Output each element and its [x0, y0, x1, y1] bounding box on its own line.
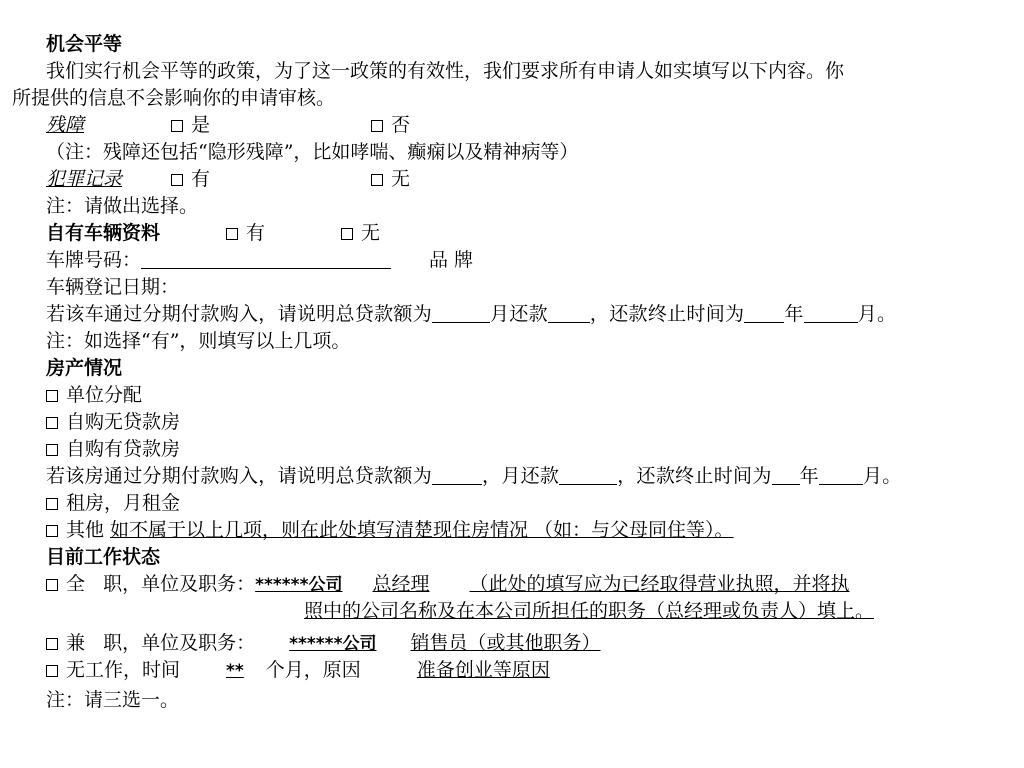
housing-option-1: [46, 382, 142, 409]
work-part-checkbox[interactable]: [46, 638, 58, 650]
work-full-time-row: [46, 571, 850, 599]
work-full-hint-1: （此处的填写应为已经取得营业执照，并将执: [469, 573, 850, 595]
housing-loan-text-a: 若该房通过分期付款购入，请说明总贷款额为: [46, 465, 433, 487]
work-part-title: 销售员（或其他职务）: [410, 632, 601, 654]
vehicle-loan-text-b: 月还款: [490, 303, 548, 325]
criminal-no-checkbox[interactable]: [371, 174, 383, 186]
housing-loan-text-b: ，月还款: [482, 465, 560, 487]
vehicle-label: 自有车辆资料: [46, 222, 161, 244]
work-none-reason: 准备创业等原因: [416, 659, 550, 681]
criminal-no-label: 无: [391, 168, 411, 190]
work-part-company: ******公司: [289, 634, 377, 654]
housing-loan-text-c: ，还款终止时间为: [617, 465, 772, 487]
housing-opt1-label: 单位分配: [66, 384, 143, 406]
work-note: 注：请三选一。: [46, 689, 180, 711]
vehicle-reg-date-label: 车辆登记日期：: [46, 276, 180, 298]
work-none-label-a: 无工作，时间: [66, 659, 181, 681]
housing-loan-text-d: 年: [799, 465, 819, 487]
vehicle-loan-text-c: ，还款终止时间为: [589, 303, 745, 325]
vehicle-loan-total-input[interactable]: [432, 304, 490, 323]
work-none-checkbox[interactable]: [46, 665, 58, 677]
work-none-row: [46, 657, 550, 685]
vehicle-plate-row: [46, 247, 473, 274]
vehicle-loan-row: [46, 301, 896, 328]
work-full-value: [255, 573, 849, 595]
vehicle-end-month-input[interactable]: [804, 304, 858, 323]
housing-option-3: [46, 436, 180, 463]
work-full-title: 总经理: [372, 573, 430, 595]
vehicle-no-label: 无: [361, 222, 381, 244]
disability-no-checkbox[interactable]: [371, 120, 383, 132]
criminal-label: 犯罪记录: [46, 168, 123, 190]
housing-end-year-input[interactable]: [772, 466, 800, 485]
housing-loan-row: [46, 463, 902, 490]
vehicle-end-year-input[interactable]: [744, 304, 784, 323]
housing-opt3-label: 自购有贷款房: [66, 438, 181, 460]
brand-label: 品 牌: [429, 249, 474, 271]
vehicle-loan-text-e: 月。: [857, 303, 897, 325]
housing-opt2-label: 自购无贷款房: [66, 411, 181, 433]
housing-opt5-text: 如不属于以上几项，则在此处填写清楚现住房情况 （如：与父母同住等）。: [110, 519, 734, 541]
work-full-company: ******公司: [255, 575, 343, 595]
intro-text-line1: 我们实行机会平等的政策，为了这一政策的有效性，我们要求所有申请人如实填写以下内容。你: [46, 60, 845, 82]
work-full-label: 全 职，单位及职务：: [66, 573, 256, 595]
work-part-value: [255, 632, 606, 654]
work-none-label-b: 个月，原因: [265, 659, 361, 681]
work-part-label: 兼 职，单位及职务：: [66, 632, 256, 654]
housing-loan-text-e: 月。: [862, 465, 902, 487]
housing-opt3-checkbox[interactable]: [46, 444, 58, 456]
work-none-months: **: [226, 661, 244, 681]
housing-opt5-label: 其他: [66, 519, 105, 541]
housing-option-4: [46, 490, 180, 517]
housing-opt4-checkbox[interactable]: [46, 498, 58, 510]
vehicle-loan-text-d: 年: [784, 303, 804, 325]
disability-yes-label: 是: [191, 114, 211, 136]
intro-text-line2: 所提供的信息不会影响你的申请审核。: [12, 87, 336, 109]
vehicle-row: [46, 220, 380, 247]
housing-opt2-checkbox[interactable]: [46, 417, 58, 429]
criminal-note: 注：请做出选择。: [46, 195, 199, 217]
vehicle-note: 注：如选择“有”，则填写以上几项。: [46, 330, 351, 352]
housing-opt1-checkbox[interactable]: [46, 390, 58, 402]
work-full-checkbox[interactable]: [46, 579, 58, 591]
vehicle-monthly-input[interactable]: [548, 304, 590, 323]
housing-loan-total-input[interactable]: [432, 466, 482, 485]
criminal-row: [46, 166, 410, 193]
disability-yes-checkbox[interactable]: [171, 120, 183, 132]
work-none-months-field[interactable]: [180, 659, 266, 681]
vehicle-yes-checkbox[interactable]: [226, 228, 238, 240]
disability-label: 残障: [46, 114, 85, 136]
housing-label: 房产情况: [46, 357, 123, 379]
vehicle-no-checkbox[interactable]: [341, 228, 353, 240]
plate-label: 车牌号码：: [46, 249, 142, 271]
work-none-reason-field[interactable]: [361, 659, 550, 681]
housing-end-month-input[interactable]: [819, 466, 863, 485]
disability-note: （注：残障还包括“隐形残障”，比如哮喘、癫痫以及精神病等）: [46, 141, 579, 163]
plate-input[interactable]: [141, 250, 391, 269]
housing-opt5-checkbox[interactable]: [46, 525, 58, 537]
criminal-yes-checkbox[interactable]: [171, 174, 183, 186]
vehicle-yes-label: 有: [246, 222, 266, 244]
section-title-equal-opportunity: 机会平等: [46, 33, 123, 55]
housing-opt4-label: 租房，月租金: [66, 492, 181, 514]
vehicle-loan-text-a: 若该车通过分期付款购入，请说明总贷款额为: [46, 303, 433, 325]
work-full-hint-2: 照中的公司名称及在本公司所担任的职务（总经理或负责人）填上。: [304, 600, 875, 622]
work-label: 目前工作状态: [46, 546, 161, 568]
disability-row: [46, 112, 410, 139]
housing-option-2: [46, 409, 180, 436]
work-part-time-row: [46, 630, 606, 658]
housing-monthly-input[interactable]: [559, 466, 617, 485]
disability-no-label: 否: [391, 114, 411, 136]
criminal-yes-label: 有: [191, 168, 211, 190]
housing-option-5: [46, 517, 734, 544]
